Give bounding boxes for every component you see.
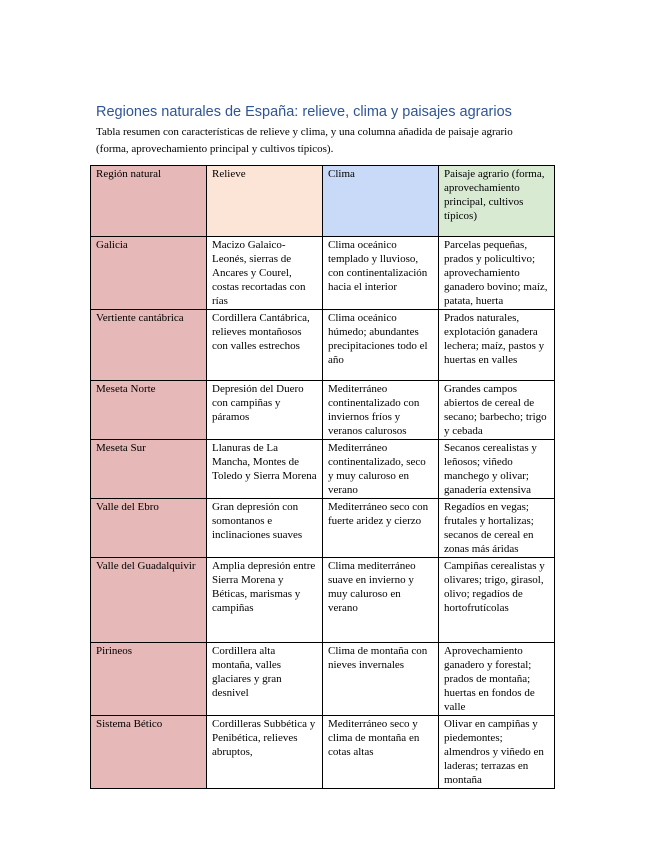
cell-clima: Clima mediterráneo suave en invierno y muy caluroso en verano	[323, 558, 439, 643]
cell-clima: Mediterráneo continentalizado con inviernos fríos y veranos calurosos	[323, 381, 439, 440]
cell-paisaje: Parcelas pequeñas, prados y policultivo; aprovechamiento ganadero bovino; maíz, patata, huerta	[439, 237, 555, 310]
cell-paisaje: Aprovechamiento ganadero y forestal; prados de montaña; huertas en fondos de valle	[439, 643, 555, 716]
cell-clima: Clima oceánico húmedo; abundantes precipitaciones todo el año	[323, 310, 439, 381]
table-row	[91, 310, 555, 381]
cell-paisaje: Secanos cerealistas y leñosos; viñedo manchego y olivar; ganadería extensiva	[439, 440, 555, 499]
table-row	[91, 381, 555, 440]
table-row	[91, 499, 555, 558]
cell-region: Meseta Norte	[91, 381, 207, 440]
header-region: Región natural	[91, 166, 207, 237]
cell-relieve: Llanuras de La Mancha, Montes de Toledo y Sierra Morena	[207, 440, 323, 499]
cell-relieve: Cordilleras Subbética y Penibética, relieves abruptos,	[207, 716, 323, 789]
table-row	[91, 716, 555, 789]
cell-paisaje: Campiñas cerealistas y olivares; trigo, girasol, olivo; regadíos de hortofrutícolas	[439, 558, 555, 643]
table-row	[91, 237, 555, 310]
cell-region: Valle del Ebro	[91, 499, 207, 558]
cell-paisaje: Olivar en campiñas y piedemontes; almendros y viñedo en laderas; terrazas en montaña	[439, 716, 555, 789]
cell-relieve: Gran depresión con somontanos e inclinaciones suaves	[207, 499, 323, 558]
table-row	[91, 643, 555, 716]
header-clima: Clima	[323, 166, 439, 237]
table-header-row	[91, 166, 555, 237]
cell-relieve: Depresión del Duero con campiñas y páramos	[207, 381, 323, 440]
cell-clima: Mediterráneo seco con fuerte aridez y cierzo	[323, 499, 439, 558]
document-title: Regiones naturales de España: relieve, clima y paisajes agrarios	[96, 104, 512, 120]
cell-clima: Mediterráneo seco y clima de montaña en cotas altas	[323, 716, 439, 789]
cell-paisaje: Prados naturales, explotación ganadera lechera; maíz, pastos y huertas en valles	[439, 310, 555, 381]
table-row	[91, 558, 555, 643]
cell-paisaje: Grandes campos abiertos de cereal de secano; barbecho; trigo y cebada	[439, 381, 555, 440]
cell-relieve: Amplia depresión entre Sierra Morena y Béticas, marismas y campiñas	[207, 558, 323, 643]
cell-region: Valle del Guadalquivir	[91, 558, 207, 643]
cell-region: Vertiente cantábrica	[91, 310, 207, 381]
cell-region: Pirineos	[91, 643, 207, 716]
cell-clima: Clima de montaña con nieves invernales	[323, 643, 439, 716]
cell-relieve: Cordillera alta montaña, valles glaciares y gran desnivel	[207, 643, 323, 716]
cell-clima: Clima oceánico templado y lluvioso, con continentalización hacia el interior	[323, 237, 439, 310]
cell-relieve: Cordillera Cantábrica, relieves montañosos con valles estrechos	[207, 310, 323, 381]
cell-clima: Mediterráneo continentalizado, seco y muy caluroso en verano	[323, 440, 439, 499]
cell-paisaje: Regadíos en vegas; frutales y hortalizas; secanos de cereal en zonas más áridas	[439, 499, 555, 558]
cell-region: Sistema Bético	[91, 716, 207, 789]
table-row	[91, 440, 555, 499]
document-subtitle: Tabla resumen con características de relieve y clima, y una columna añadida de paisaje agrario (forma, aprovechamiento principal y cultivos típicos).	[96, 126, 513, 155]
header-paisaje: Paisaje agrario (forma, aprovechamiento principal, cultivos típicos)	[439, 166, 555, 237]
regions-table	[90, 165, 555, 789]
cell-region: Galicia	[91, 237, 207, 310]
cell-relieve: Macizo Galaico-Leonés, sierras de Ancares y Courel, costas recortadas con rías	[207, 237, 323, 310]
header-relieve: Relieve	[207, 166, 323, 237]
cell-region: Meseta Sur	[91, 440, 207, 499]
